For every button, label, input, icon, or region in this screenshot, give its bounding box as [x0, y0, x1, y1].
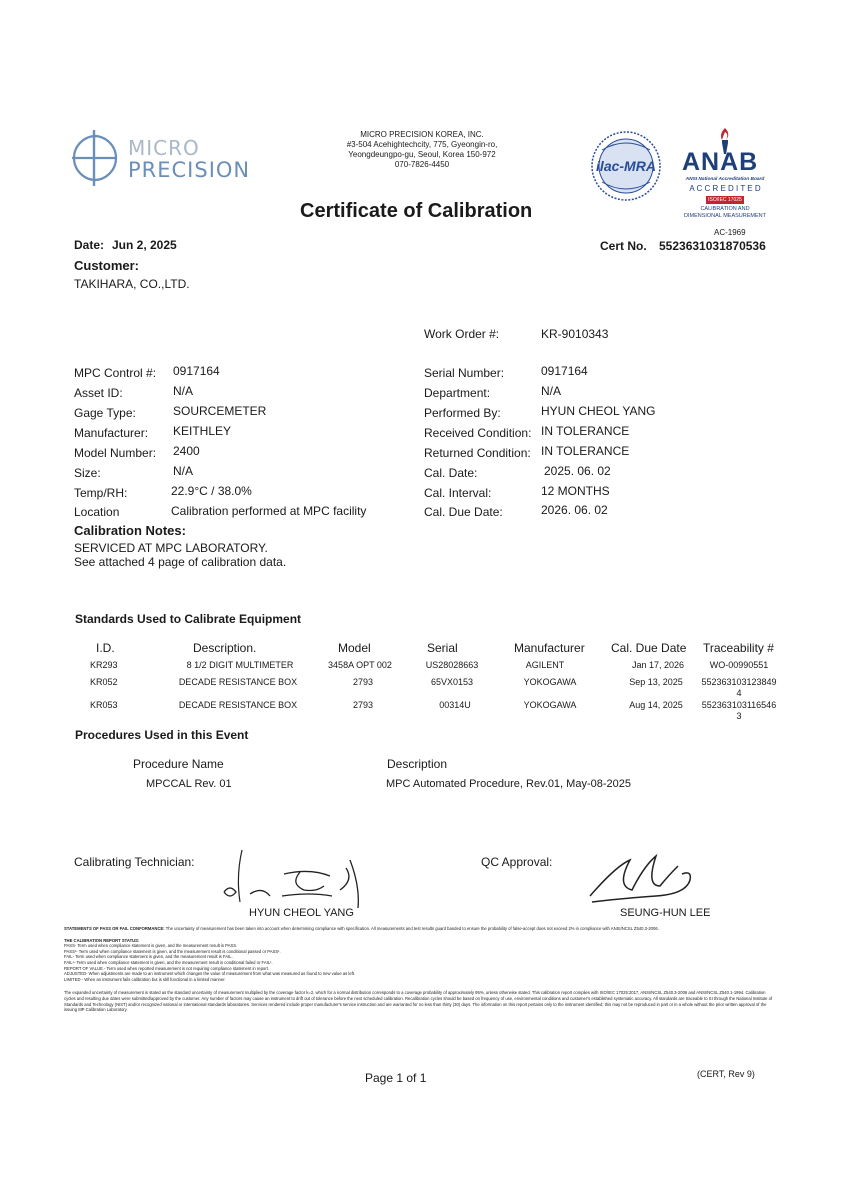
procedure-description: MPC Automated Procedure, Rev.01, May-08-2025 [386, 778, 631, 790]
field-label-model: Model Number: [74, 446, 157, 460]
field-value-cal-date: 2025. 06. 02 [544, 464, 611, 478]
field-label-department: Department: [424, 386, 491, 400]
logo-line-micro: MICRO [128, 136, 200, 160]
row-serial: 65VX0153 [430, 677, 474, 687]
row-id: KR293 [90, 660, 118, 670]
row-due: Aug 14, 2025 [629, 700, 683, 710]
field-value-temp: 22.9°C / 38.0% [171, 484, 252, 498]
row-trace-wrap: 3 [736, 711, 742, 721]
qc-label: QC Approval: [481, 855, 553, 869]
standards-header-due: Cal. Due Date [611, 641, 687, 655]
anab-accredited: A C C R E D I T E D [689, 184, 761, 193]
field-label-interval: Cal. Interval: [424, 486, 492, 500]
field-value-gage-type: SOURCEMETER [173, 404, 267, 418]
row-trace-wrap: 4 [736, 688, 742, 698]
cert-number: 5523631031870536 [659, 239, 766, 253]
row-description: DECADE RESISTANCE BOX [178, 677, 298, 687]
field-value-serial: 0917164 [541, 364, 588, 378]
notes-label: Calibration Notes: [74, 523, 186, 538]
customer-label: Customer: [74, 258, 140, 273]
note-line: SERVICED AT MPC LABORATORY. [74, 541, 268, 555]
row-serial: US28028663 [425, 660, 479, 670]
work-order-value: KR-9010343 [541, 327, 609, 341]
address-line: MICRO PRECISION KOREA, INC. [360, 130, 484, 139]
date-label: Date: [74, 238, 105, 252]
micro-precision-logo-icon [66, 128, 120, 188]
standards-header-serial: Serial [427, 641, 458, 655]
technician-signature [220, 846, 380, 916]
anab-logo-text: ANAB [682, 148, 759, 176]
statement-body: The uncertainty of measurement has been taken into account when determining compliance with specification. All measurements and test results guard banded to ensure the probability of false-accept does not exceed 2% in compliance with ANSI/NCSL Z540.3-2006. [165, 926, 659, 931]
row-trace: WO-00990551 [709, 660, 769, 670]
field-value-returned: IN TOLERANCE [541, 444, 630, 458]
status-line: LIMITED - When an instrument fails calibration but is still functional in a limited manner. [64, 976, 226, 982]
address-line: Yeongdeungpo-gu, Seoul, Korea 150-972 [348, 150, 496, 159]
row-due: Sep 13, 2025 [629, 677, 683, 687]
ilac-mra-seal [580, 130, 672, 202]
standards-header-id: I.D. [96, 641, 115, 655]
status-line: FAIL¹- Term used when compliance statement is given, and the measurement result is conditional failed or FAIL¹. [64, 959, 273, 965]
row-model: 2793 [352, 677, 374, 687]
field-value-model: 2400 [173, 444, 200, 458]
status-line: PASS¹- Term used when compliance statement is given, and the measurement result is conditional passed or PASS¹. [64, 948, 281, 954]
status-line: ADJUSTED- When adjustments are made to an instrument which changes the value of measurement from what was measured as found to new value as left. [64, 971, 356, 977]
field-value-asset: N/A [173, 384, 194, 398]
customer-name: TAKIHARA, CO.,LTD. [74, 277, 190, 291]
row-serial: 00314U [439, 700, 471, 710]
field-label-asset: Asset ID: [74, 386, 123, 400]
page-title: Certificate of Calibration [300, 200, 533, 222]
field-value-location: Calibration performed at MPC facility [171, 504, 367, 518]
field-label-location: Location [74, 505, 120, 519]
anab-cal-line1: CALIBRATION AND [700, 206, 750, 212]
company-address [312, 130, 532, 170]
status-line: REPORT OF VALUE - Term used when reported measurement is not requiring compliance statement in report. [64, 965, 269, 971]
procedure-header-description: Description [387, 757, 448, 771]
field-value-manufacturer: KEITHLEY [173, 424, 232, 438]
field-label-cal-date: Cal. Date: [424, 466, 478, 480]
field-label-received: Received Condition: [424, 426, 532, 440]
row-model: 3458A OPT 002 [328, 660, 392, 670]
logo-line-precision: PRECISION [128, 158, 251, 182]
revision-label: (CERT, Rev 9) [697, 1069, 755, 1079]
ilac-text: ilac-MRA [596, 158, 656, 174]
date-value: Jun 2, 2025 [112, 238, 177, 252]
field-value-performed-by: HYUN CHEOL YANG [541, 404, 656, 418]
anab-cal-line2: DIMENSIONAL MEASUREMENT [683, 213, 766, 219]
field-label-gage-type: Gage Type: [74, 406, 136, 420]
row-manufacturer: YOKOGAWA [523, 700, 577, 710]
field-value-department: N/A [541, 384, 562, 398]
row-trace: 552363103123849 [701, 677, 777, 687]
field-value-received: IN TOLERANCE [541, 424, 630, 438]
anab-subtitle: ANSI National Accreditation Board [685, 177, 765, 182]
status-line: FAIL- Term used when compliance statement is given, and the measurement result is FAIL. [64, 954, 233, 960]
field-value-size: N/A [173, 464, 194, 478]
row-id: KR053 [90, 700, 118, 710]
address-line: #3-504 Acehightechcity, 775, Gyeongin-ro, [346, 140, 498, 149]
page-number: Page 1 of 1 [365, 1071, 427, 1085]
field-value-interval: 12 MONTHS [541, 484, 610, 498]
iso-badge: ISO/IEC 17025 [706, 196, 744, 204]
standards-header-traceability: Traceability # [703, 641, 774, 655]
standards-title: Standards Used to Calibrate Equipment [75, 612, 302, 626]
work-order-label: Work Order #: [424, 327, 500, 341]
procedure-name: MPCCAL Rev. 01 [146, 778, 232, 790]
field-label-manufacturer: Manufacturer: [74, 426, 149, 440]
technician-name: HYUN CHEOL YANG [249, 907, 354, 919]
status-heading: THE CALIBRATION REPORT STATUS: [64, 937, 140, 943]
row-model: 2793 [352, 700, 374, 710]
procedure-header-name: Procedure Name [133, 757, 224, 771]
row-id: KR052 [90, 677, 118, 687]
fine-print [64, 926, 774, 1013]
field-label-due-date: Cal. Due Date: [424, 505, 503, 519]
closing-paragraph: The expanded uncertainty of measurement is stated as the standard uncertainty of measurement multiplied by the coverage factor k=2, which for a normal distribution corresponds to a coverage probability of approximately 95%, unless otherwise stated. This calibration report complies with ISO/IEC 17025:2017, ANSI/NCSL Z540.3-2006 and ANSI/NCSL Z540.1-1994. Calibration cycles and resulting due dates were submitted/approved by the customer. Any number of factors may cause an instrument to drift out of tolerance before the next scheduled calibration. Recalibration cycles should be based on frequency of use, environmental conditions and customer's established systematic accuracy. All standards are traceable to SI through the National Institute of Standards and Technology (NIST) and/or recognized national or international standards laboratories. Services rendered include proper manufacturer's service instruction and are warranted for no less than thirty (30) days. The information on this report pertains only to the instrument identified; this may not be reproduced in part or in a whole without the prior written approval of the issuing MP Calibration Laboratory. [64, 990, 773, 1013]
field-value-control: 0917164 [173, 364, 220, 378]
field-label-size: Size: [74, 466, 101, 480]
technician-label: Calibrating Technician: [74, 855, 195, 869]
statement-heading: STATEMENTS OF PASS OR FAIL CONFORMANCE: [64, 926, 165, 931]
address-line: 070-7826-4450 [394, 160, 450, 169]
standards-header-description: Description. [193, 641, 257, 655]
row-trace: 552363103116546 [701, 700, 777, 710]
anab-ac-number: AC-1969 [714, 228, 746, 237]
row-manufacturer: AGILENT [525, 660, 565, 670]
field-label-serial: Serial Number: [424, 366, 505, 380]
row-due: Jan 17, 2026 [631, 660, 685, 670]
company-logo [66, 128, 266, 190]
row-manufacturer: YOKOGAWA [523, 677, 577, 687]
field-label-control: MPC Control #: [74, 366, 157, 380]
row-description: 8 1/2 DIGIT MULTIMETER [186, 660, 294, 670]
note-line: See attached 4 page of calibration data. [74, 555, 287, 569]
status-line: PASS- Term used when compliance statement is given, and the measurement result is PASS. [64, 943, 238, 949]
field-label-temp: Temp/RH: [74, 486, 128, 500]
field-value-due-date: 2026. 06. 02 [541, 503, 608, 517]
procedures-title: Procedures Used in this Event [75, 728, 249, 742]
qc-signature [586, 846, 726, 916]
cert-label: Cert No. [600, 239, 647, 253]
field-label-performed-by: Performed By: [424, 406, 501, 420]
standards-header-model: Model [338, 641, 371, 655]
standards-header-manufacturer: Manufacturer [514, 641, 585, 655]
field-label-returned: Returned Condition: [424, 446, 531, 460]
row-description: DECADE RESISTANCE BOX [178, 700, 298, 710]
qc-name: SEUNG-HUN LEE [620, 907, 711, 919]
